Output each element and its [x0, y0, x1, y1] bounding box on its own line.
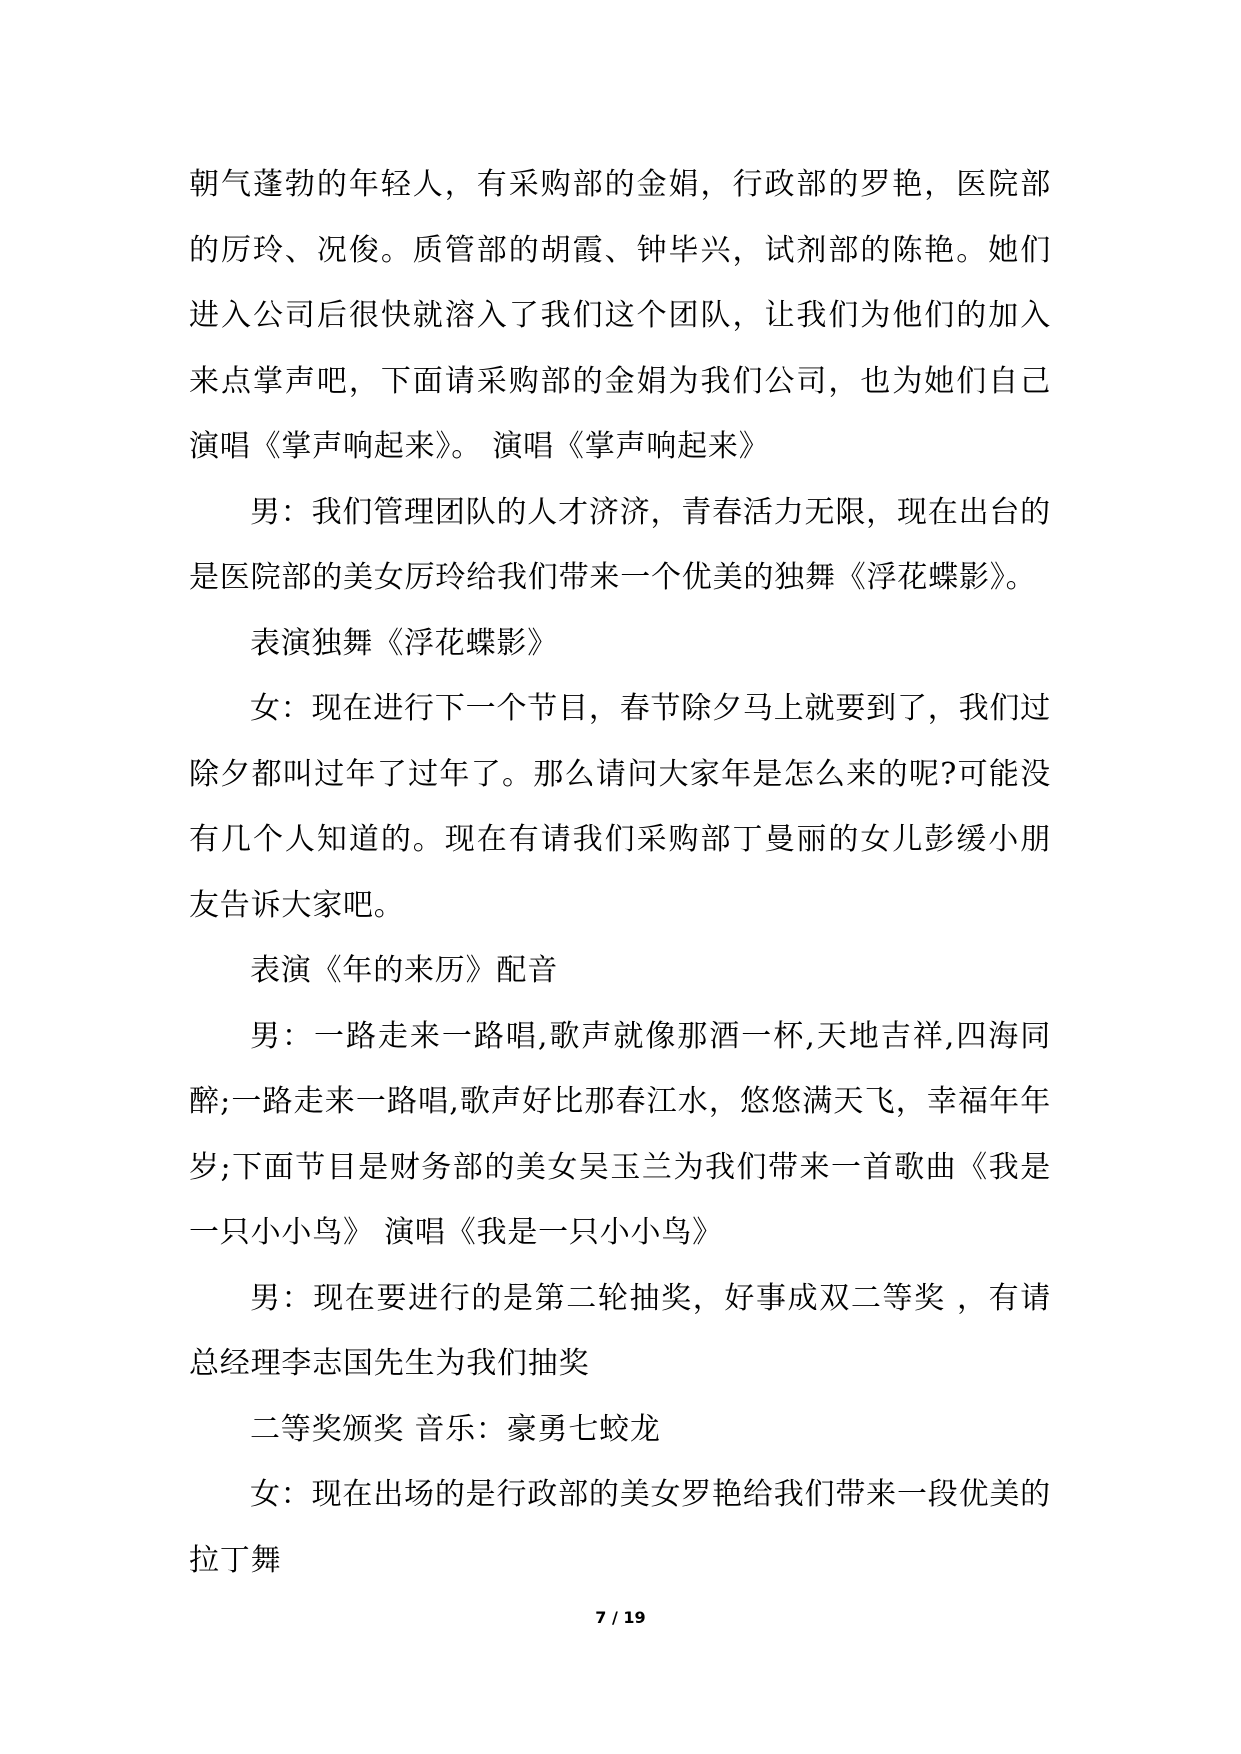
page-number: 7 / 19 [595, 1608, 646, 1627]
paragraph-host-male-2: 男：一路走来一路唱,歌声就像那酒一杯,天地吉祥,四海同醉;一路走来一路唱,歌声好比那春江水，悠悠满天飞，幸福年年岁;下面节目是财务部的美女吴玉兰为我们带来一首歌曲《我是一只小小鸟》 演唱《我是一只小小鸟》 [189, 1018, 1051, 1250]
paragraph-continuation: 朝气蓬勃的年轻人，有采购部的金娟，行政部的罗艳，医院部的厉玲、况俊。质管部的胡霞、钟毕兴，试剂部的陈艳。她们进入公司后很快就溶入了我们这个团队，让我们为他们的加入来点掌声吧，下面请采购部的金娟为我们公司，也为她们自己演唱《掌声响起来》。 演唱《掌声响起来》 [189, 167, 1051, 464]
paragraph-performance-dance: 表演独舞《浮花蝶影》 [250, 625, 558, 661]
paragraph-host-male-3: 男：现在要进行的是第二轮抽奖，好事成双二等奖 ，有请总经理李志国先生为我们抽奖 [189, 1280, 1051, 1381]
paragraph-host-male-1: 男：我们管理团队的人才济济，青春活力无限，现在出台的是医院部的美女厉玲给我们带来一个优美的独舞《浮花蝶影》。 [189, 494, 1051, 595]
paragraph-performance-dubbing: 表演《年的来历》配音 [250, 953, 558, 988]
paragraph-award-ceremony: 二等奖颁奖 音乐：豪勇七蛟龙 [250, 1411, 661, 1447]
paragraph-host-female-2: 女：现在出场的是行政部的美女罗艳给我们带来一段优美的拉丁舞 [189, 1477, 1051, 1578]
document-body [189, 152, 1051, 1593]
paragraph-host-female-1: 女：现在进行下一个节目，春节除夕马上就要到了，我们过除夕都叫过年了过年了。那么请问大家年是怎么来的呢?可能没有几个人知道的。现在有请我们采购部丁曼丽的女儿彭缓小朋友告诉大家吧。 [189, 691, 1051, 923]
